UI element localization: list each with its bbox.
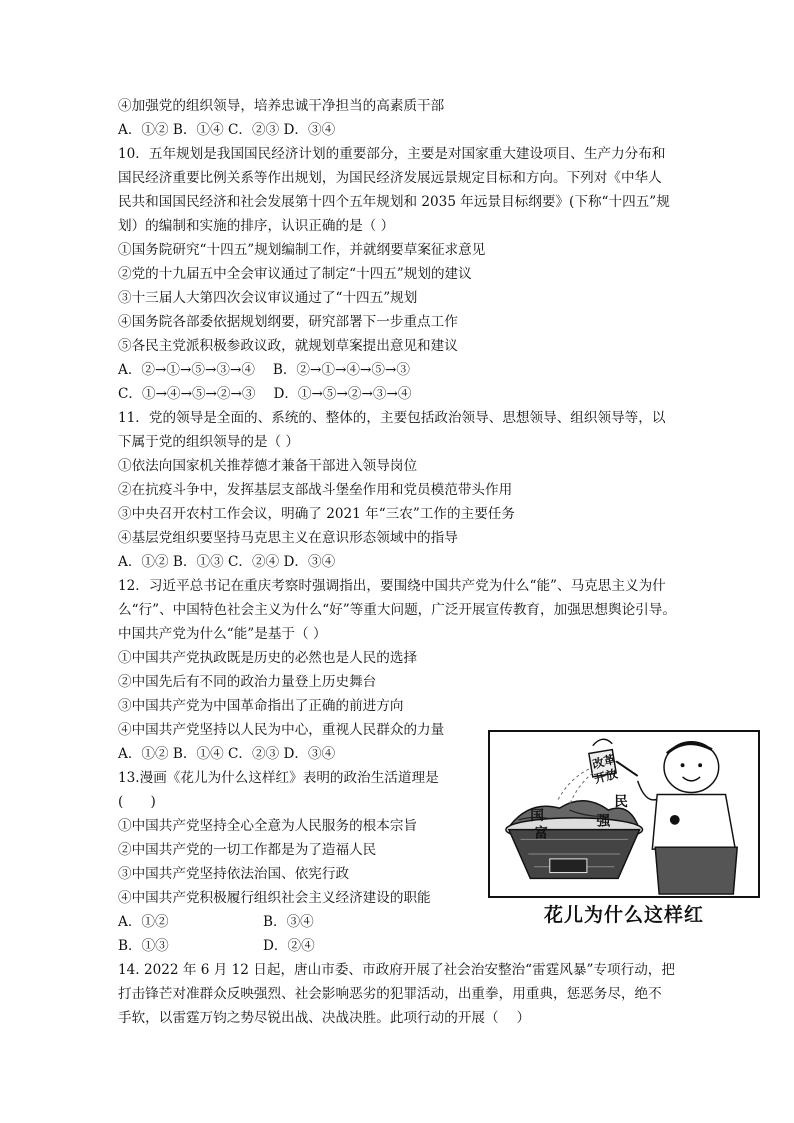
pot-label: 富 (534, 825, 548, 842)
question-12-stem: 中国共产党为什么“能”是基于（ ） (118, 626, 327, 642)
question-11-option: ①依法向国家机关推荐德才兼备干部进入领导岗位 (118, 458, 418, 474)
question-10-stem: 10．五年规划是我国国民经济计划的重要部分，主要是对国家重大建设项目、生产力分布和 (118, 146, 666, 162)
question-12-option: ②中国先后有不同的政治力量登上历史舞台 (118, 674, 377, 690)
question-10-option: ①国务院研究“十四五”规划编制工作，并就纲要草案征求意见 (118, 242, 486, 258)
man-figure-icon (638, 742, 738, 894)
question-12-answers: A．①② B．①④ C．②③ D．③④ (118, 746, 336, 762)
question-13-option: ④中国共产党积极履行组织社会主义经济建设的职能 (118, 890, 431, 906)
answer-options: A．①② B．①④ C．②③ D．③④ (118, 122, 336, 138)
question-14-stem: 打击锋芒对准群众反映强烈、社会影响恶劣的犯罪活动，出重拳，用重典，惩恶务尽，绝不 (118, 986, 662, 1002)
answer-d: D．②④ (263, 938, 315, 954)
question-10-stem: 国民经济重要比例关系等作出规划，为国民经济发展远景规定目标和方向。下列对《中华人 (118, 170, 662, 186)
question-11-answers: A．①② B．①③ C．②④ D．③④ (118, 554, 336, 570)
answer-b: B．③④ (263, 914, 314, 930)
question-13-option: ①中国共产党坚持全心全意为人民服务的根本宗旨 (118, 818, 418, 834)
question-10-answers: C．①→④→⑤→②→③ D．①→⑤→②→③→④ (118, 386, 412, 402)
flower-pot-icon (506, 801, 643, 879)
question-12-option: ①中国共产党执政既是历史的必然也是人民的选择 (118, 650, 418, 666)
question-10-stem: 民共和国国民经济和社会发展第十四个五年规划和 2035 年远景目标纲要》(下称“十四五”规 (118, 194, 670, 210)
cartoon-image (488, 730, 760, 898)
answer-c: B．①③ (118, 938, 169, 954)
kettle-label: 开放 (592, 766, 619, 787)
question-13-stem: 13.漫画《花儿为什么这样红》表明的政治生活道理是 (118, 770, 439, 786)
pot-label: 国 (530, 807, 544, 824)
question-10-option: ④国务院各部委依据规划纲要，研究部署下一步重点工作 (118, 314, 458, 330)
pot-label: 强 (596, 813, 611, 830)
question-11-stem: 11．党的领导是全面的、系统的、整体的，主要包括政治领导、思想领导、组织领导等，以 (118, 410, 666, 426)
question-13-option: ③中国共产党坚持依法治国、依宪行政 (118, 866, 350, 882)
question-10-answers: A．②→①→⑤→③→④ B．②→①→④→⑤→③ (118, 362, 410, 378)
cartoon-title: 花儿为什么这样红 (543, 904, 704, 926)
answer-a: A．①② (118, 914, 169, 930)
question-12-stem: 么“行”、中国特色社会主义为什么“好”等重大问题，广泛开展宣传教育，加强思想舆论引导。 (118, 602, 676, 618)
question-10-option: ③十三届人大第四次会议审议通过了“十四五”规划 (118, 290, 418, 306)
question-11-option: ③中央召开农村工作会议，明确了 2021 年“三农”工作的主要任务 (118, 506, 515, 522)
pot-label: 民 (614, 794, 628, 811)
question-12-option: ③中国共产党为中国革命指出了正确的前进方向 (118, 698, 404, 714)
question-12-stem: 12．习近平总书记在重庆考察时强调指出，要围绕中国共产党为什么“能”、马克思主义为什 (118, 578, 666, 594)
question-14-stem: 手软，以雷霆万钧之势尽锐出战、决战决胜。此项行动的开展（ ） (118, 1010, 531, 1026)
question-11-stem: 下属于党的组织领导的是（ ） (118, 434, 300, 450)
question-13-stem: ( ) (118, 794, 156, 810)
question-12-option: ④中国共产党坚持以人民为中心，重视人民群众的力量 (118, 722, 445, 738)
question-11-option: ②在抗疫斗争中，发挥基层支部战斗堡垒作用和党员模范带头作用 (118, 482, 513, 498)
question-14-stem: 14. 2022 年 6 月 12 日起，唐山市委、市政府开展了社会治安整治“雷霆风暴”专项行动，把 (118, 962, 675, 978)
question-13-option: ②中国共产党的一切工作都是为了造福人民 (118, 842, 377, 858)
text-line: ④加强党的组织领导，培养忠诚干净担当的高素质干部 (118, 98, 445, 114)
kettle-label: 改革 (590, 751, 617, 772)
question-10-option: ⑤各民主党派积极参政议政，就规划草案提出意见和建议 (118, 338, 458, 354)
question-10-stem: 划）的编制和实施的排序，认识正确的是（ ） (118, 218, 395, 234)
question-11-option: ④基层党组织要坚持马克思主义在意识形态领域中的指导 (118, 530, 458, 546)
question-13-answers (118, 934, 678, 958)
question-10-option: ②党的十九届五中全会审议通过了制定“十四五”规划的建议 (118, 266, 472, 282)
